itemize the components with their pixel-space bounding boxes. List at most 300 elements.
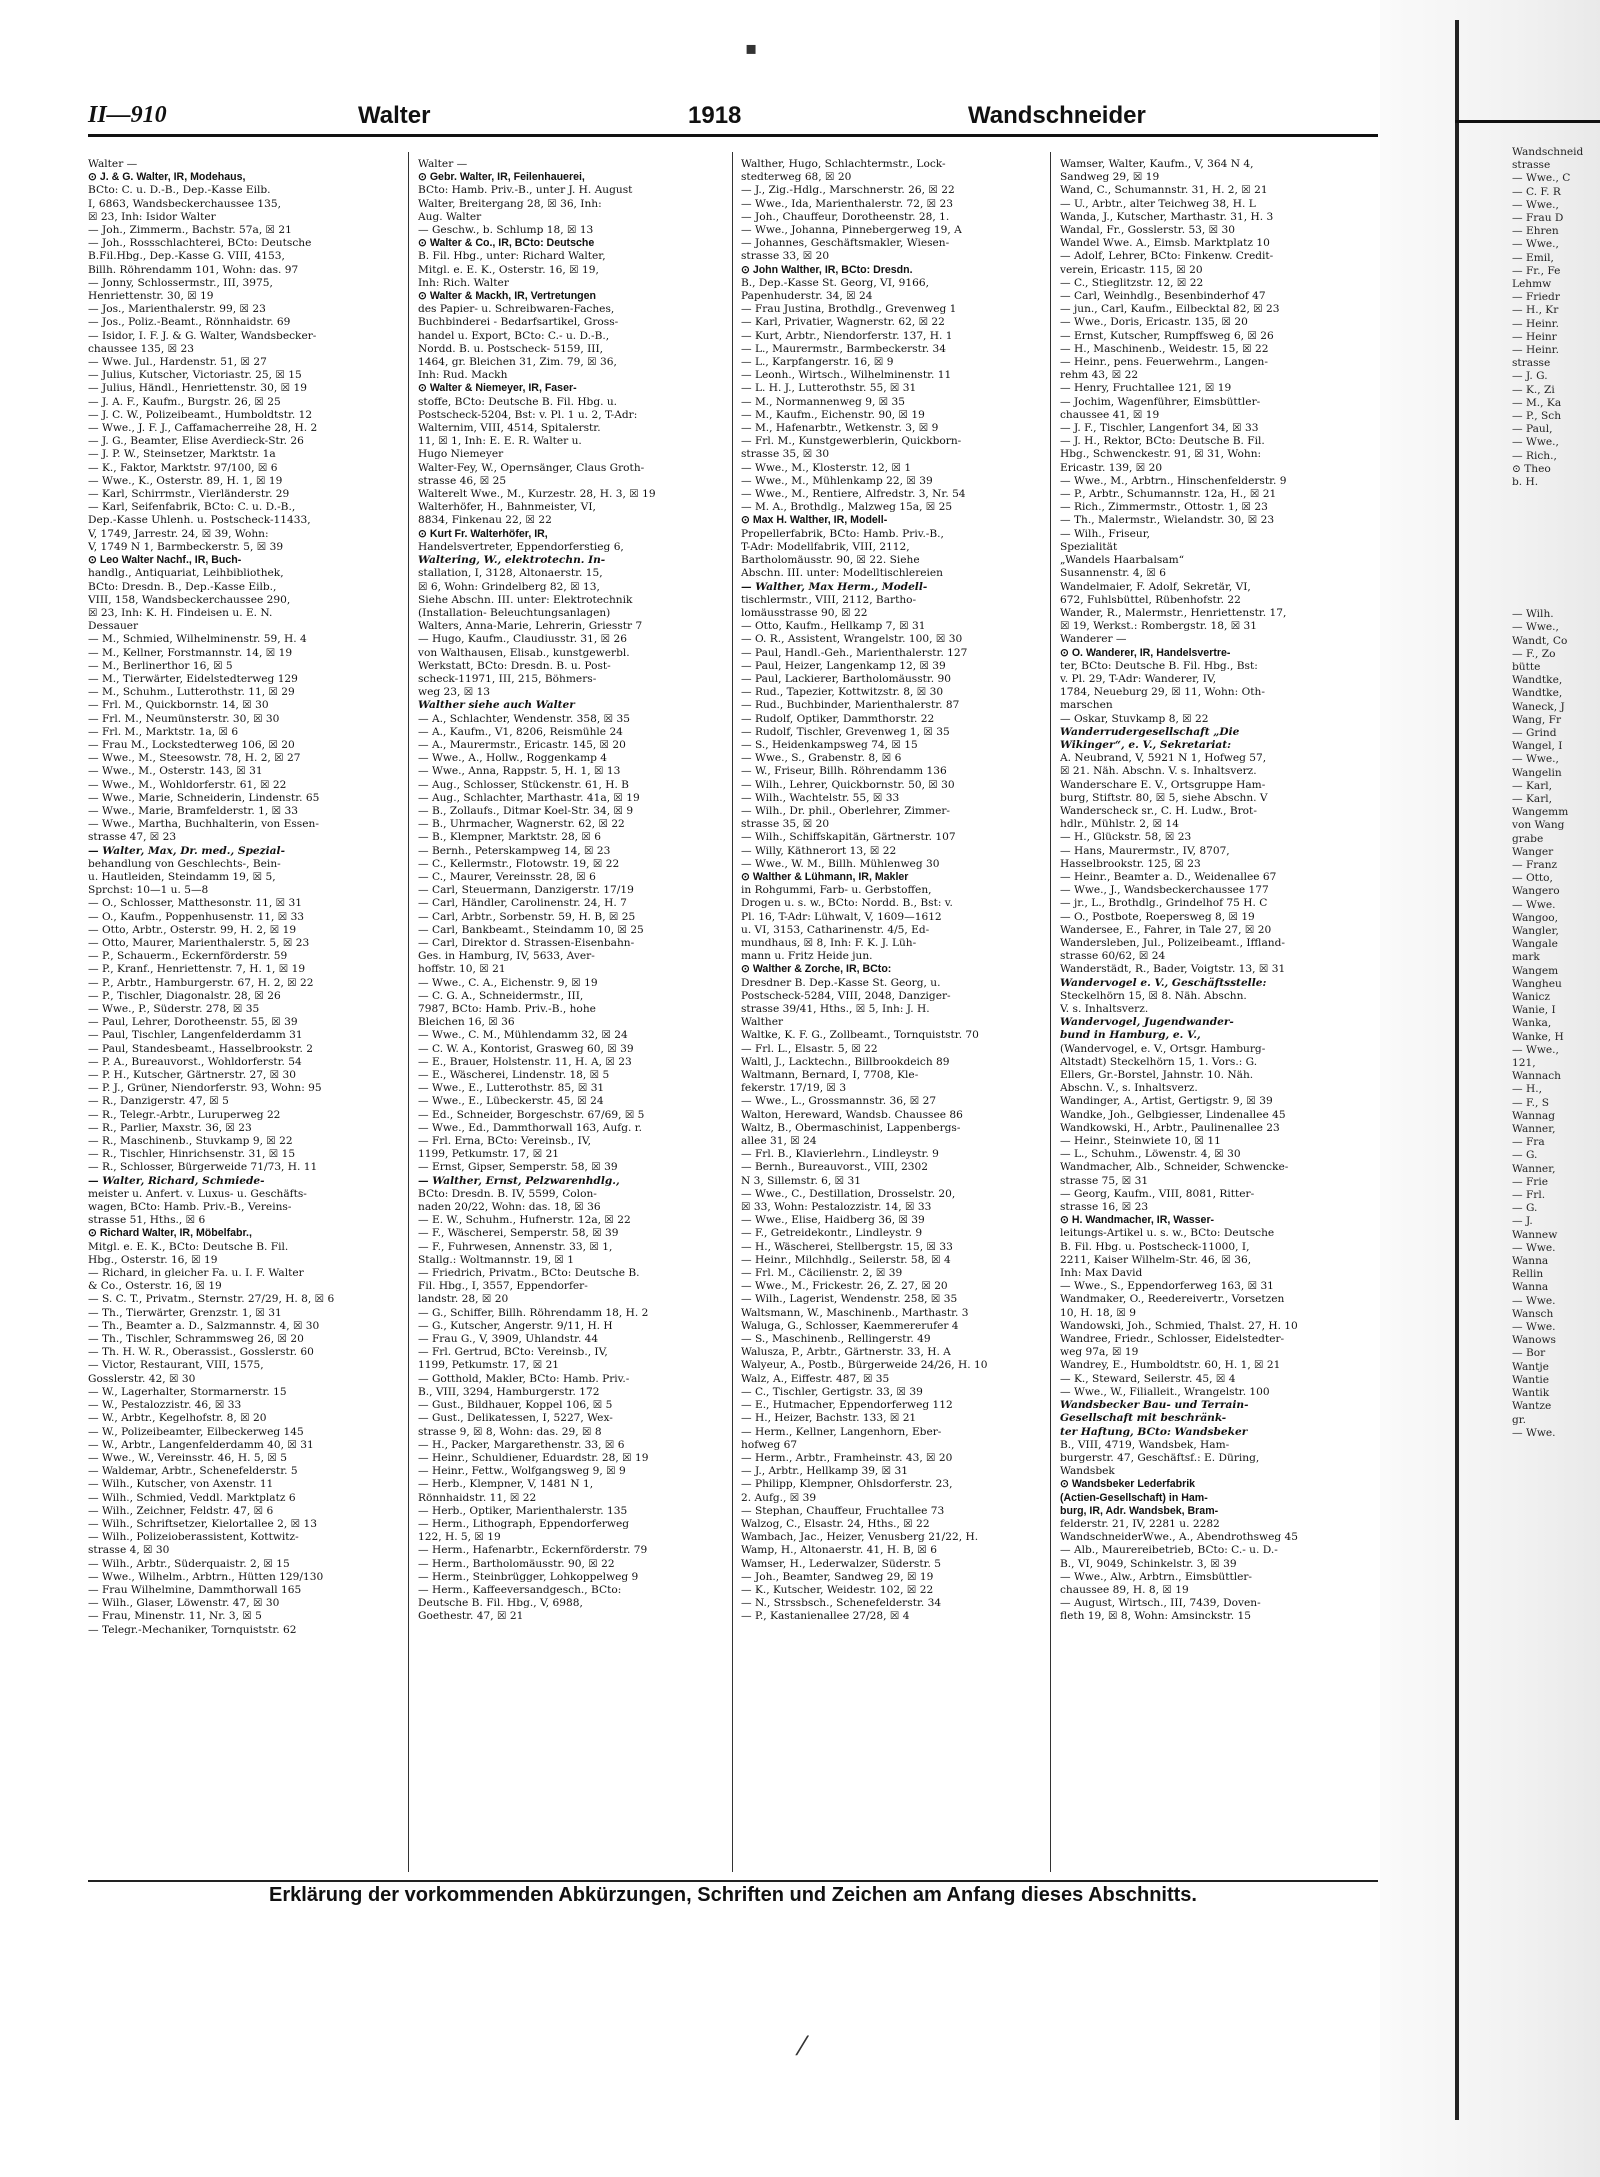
directory-entry: — J. G., Beamter, Elise Averdieck-Str. 26 [88, 435, 304, 448]
directory-entry: ⊙ John Walther, IR, BCto: Dresdn. [741, 263, 913, 276]
directory-entry: — B., Uhrmacher, Wagnerstr. 62, ☒ 22 [418, 818, 625, 831]
directory-entry: — Wwe. Jul., Hardenstr. 51, ☒ 27 [88, 356, 267, 369]
directory-entry: Hugo Niemeyer [418, 448, 504, 461]
directory-entry: Wanderstädt, R., Bader, Voigtstr. 13, ☒ 31 [1060, 963, 1286, 976]
next-page-entry-fragment: — Fr., Fe [1512, 264, 1561, 277]
directory-entry: — Th., Beamter a. D., Salzmannstr. 4, ☒ 30 [88, 1319, 320, 1332]
directory-entry: — M., Hafenarbtr., Wetkenstr. 3, ☒ 9 [741, 422, 939, 435]
directory-entry: Henriettenstr. 30, ☒ 19 [88, 290, 214, 303]
directory-entry: — A., Maurermstr., Ericastr. 145, ☒ 20 [418, 738, 626, 751]
directory-entry: — Wwe., M., Steesowstr. 78, H. 2, ☒ 27 [88, 752, 301, 765]
directory-entry: — Th., Tischler, Schrammsweg 26, ☒ 20 [88, 1333, 304, 1346]
page-edge-divider [1455, 20, 1459, 2120]
directory-entry: 10, H. 18, ☒ 9 [1060, 1306, 1137, 1319]
next-page-entry-fragment: — Wwe. [1512, 1241, 1556, 1254]
directory-entry: — Kurt, Arbtr., Niendorferstr. 137, H. 1 [741, 329, 953, 342]
directory-entry: Papenhuderstr. 34, ☒ 24 [741, 290, 873, 303]
directory-entry: V. s. Inhaltsverz. [1060, 1003, 1149, 1015]
directory-entry: — Wilh., Arbtr., Süderquaistr. 2, ☒ 15 [88, 1557, 290, 1570]
directory-entry: Ges. in Hamburg, IV, 5633, Aver- [418, 950, 595, 963]
directory-entry: Gosslerstr. 42, ☒ 30 [88, 1372, 196, 1385]
next-page-entry-fragment [1512, 595, 1600, 608]
directory-entry: — Ernst, Gipser, Semperstr. 58, ☒ 39 [418, 1161, 618, 1174]
page-header [88, 100, 1378, 137]
next-page-entry-fragment: Wanke, H [1512, 1030, 1564, 1043]
directory-entry: — Wwe., J. F. J., Caffamacherreihe 28, H. 2 [88, 422, 318, 435]
directory-entry: Wanderer — [1060, 633, 1127, 646]
next-page-entry-fragment: — Wwe., [1512, 436, 1559, 449]
directory-entry: — Adolf, Lehrer, BCto: Finkenw. Credit- [1060, 250, 1274, 263]
directory-page [88, 100, 1378, 1980]
directory-entry: — Wwe., Alw., Arbtrn., Eimsbüttler- [1060, 1570, 1253, 1583]
directory-entry: strasse 51, Hths., ☒ 6 [88, 1214, 206, 1227]
next-page-entry-fragment: — J. G. [1512, 370, 1548, 383]
directory-entry: ⊙ Kurt Fr. Walterhöfer, IR, [418, 527, 548, 540]
directory-entry: — Heinr., Beamter a. D., Weidenallee 67 [1060, 870, 1277, 883]
directory-entry: von Walthausen, Elisab., kunstgewerbl. [418, 646, 630, 659]
directory-entry: — Wilh., Schiffskapitän, Gärtnerstr. 107 [741, 831, 956, 844]
directory-column-3 [741, 158, 1041, 1878]
directory-entry: tischlermstr., VIII, 2112, Bartho- [741, 593, 917, 606]
directory-entry: — Otto, Arbtr., Osterstr. 99, H. 2, ☒ 19 [88, 923, 297, 936]
directory-entry: — F., Wäscherei, Semperstr. 58, ☒ 39 [418, 1227, 619, 1240]
directory-entry: — Rudolf, Tischler, Grevenweg 1, ☒ 35 [741, 725, 950, 738]
directory-entry: — Wwe., P., Süderstr. 278, ☒ 35 [88, 1003, 260, 1015]
directory-entry: — Th., Malermstr., Wielandstr. 30, ☒ 23 [1060, 514, 1275, 527]
header-left-keyword: Walter [358, 102, 431, 129]
directory-entry: — Wilh., Friseur, [1060, 527, 1150, 540]
next-page-entry-fragment: — Wwe. [1512, 1294, 1556, 1307]
directory-entry: Mitgl. e. E. K., BCto: Deutsche B. Fil. [88, 1240, 289, 1253]
next-page-entry-fragment: Wandt, Co [1512, 634, 1568, 647]
directory-entry: Wand, C., Schumannstr. 31, H. 2, ☒ 21 [1060, 184, 1268, 197]
next-page-entry-fragment: — Wwe. [1512, 1321, 1556, 1334]
directory-entry: Walther [741, 1016, 784, 1029]
next-page-entry-fragment: — H., Kr [1512, 304, 1559, 317]
next-page-entry-fragment [1512, 582, 1600, 595]
directory-entry: Postscheck-5284, VIII, 2048, Danziger- [741, 989, 951, 1002]
next-page-entry-fragment: Wang, Fr [1512, 713, 1562, 726]
directory-entry: — Paul, Heizer, Langenkamp 12, ☒ 39 [741, 659, 946, 672]
directory-entry: ☒ 21. Näh. Abschn. V. s. Inhaltsverz. [1060, 765, 1257, 778]
directory-entry: — Herb., Klempner, V, 1481 N 1, [418, 1478, 594, 1491]
directory-entry: 7987, BCto: Hamb. Priv.-B., hohe [418, 1003, 596, 1015]
directory-entry: ⊙ Walter & Mackh, IR, Vertretungen [418, 290, 597, 303]
directory-entry: Hbg., Schwenckestr. 91, ☒ 31, Wohn: [1060, 448, 1262, 461]
directory-entry: — Wwe., E., Lutterothstr. 85, ☒ 31 [418, 1082, 605, 1095]
abbreviation-note: Erklärung der vorkommenden Abkürzungen, Schriften und Zeichen am Anfang dieses Abschnitts. [269, 1884, 1197, 1906]
directory-entry: Abschn. V., s. Inhaltsverz. [1060, 1082, 1198, 1095]
directory-entry: Hbg., Osterstr. 16, ☒ 19 [88, 1253, 218, 1266]
directory-entry: — A., Schlachter, Wendenstr. 358, ☒ 35 [418, 712, 630, 725]
directory-entry: stallation, I, 3128, Altonaerstr. 15, [418, 567, 603, 580]
directory-entry: — Wwe., S., Eppendorferweg 163, ☒ 31 [1060, 1280, 1274, 1293]
next-page-entry-fragment: — Wwe., C [1512, 172, 1571, 185]
directory-entry: u. VI, 3153, Catharinenstr. 4/5, Ed- [741, 923, 930, 936]
next-page-entry-fragment: — C. F. R [1512, 185, 1561, 198]
directory-entry: handel u. Export, BCto: C.- u. D.-B., [418, 329, 610, 342]
directory-entry: 8834, Finkenau 22, ☒ 22 [418, 514, 552, 527]
directory-entry: — Walther, Max Herm., Modell- [741, 580, 928, 593]
header-year: 1918 [688, 102, 742, 129]
directory-entry: WandschneiderWwe., A., Abendrothsweg 45 [1060, 1531, 1298, 1544]
next-page-entry-fragment [1512, 489, 1600, 502]
directory-entry: strasse 39/41, Hths., ☒ 5, Inh: J. H. [741, 1003, 930, 1015]
directory-entry: — W., Arbtr., Kegelhofstr. 8, ☒ 20 [88, 1412, 267, 1425]
directory-entry: BCto: Dresdn. B., Dep.-Kasse Eilb., [88, 580, 277, 593]
directory-entry: — Wwe., Ida, Marienthalerstr. 72, ☒ 23 [741, 197, 954, 210]
directory-entry: Siehe Abschn. III. unter: Elektrotechnik [418, 593, 633, 606]
directory-entry: Wandmaker, O., Reedereivertr., Vorsetzen [1060, 1293, 1285, 1306]
directory-entry: Wandke, Joh., Gelbgiesser, Lindenallee 45 [1060, 1108, 1286, 1121]
next-page-entry-fragment: Wanner, [1512, 1162, 1556, 1175]
next-page-entry-fragment: Wangler, [1512, 924, 1559, 937]
directory-entry: Fil. Hbg., I, 3557, Eppendorfer- [418, 1280, 588, 1293]
directory-entry: ☒ 23, Inh: Isidor Walter [88, 210, 216, 223]
directory-entry: — P. J., Grüner, Niendorferstr. 93, Wohn: 95 [88, 1082, 322, 1095]
directory-entry: — Joh., Zimmerm., Bachstr. 57a, ☒ 21 [88, 224, 292, 237]
next-page-entry-fragment: ⊙ Theo [1512, 462, 1551, 475]
directory-entry: — J. P. W., Steinsetzer, Marktstr. 1a [88, 448, 276, 461]
directory-entry: — Frl. B., Klavierlehrn., Lindleystr. 9 [741, 1148, 939, 1161]
directory-entry: behandlung von Geschlechts-, Bein- [88, 857, 281, 870]
directory-entry: — Otto, Maurer, Marienthalerstr. 5, ☒ 23 [88, 936, 310, 949]
directory-entry: Ericastr. 139, ☒ 20 [1060, 461, 1163, 474]
directory-entry: Abschn. III. unter: Modelltischlereien [741, 567, 944, 580]
next-page-entry-fragment: — F., Zo [1512, 647, 1556, 660]
next-page-entry-fragment: Wandtke, [1512, 687, 1563, 700]
directory-entry: — Wwe., A., Hollw., Roggenkamp 4 [418, 752, 608, 765]
directory-entry: Buchbinderei - Bedarfsartikel, Gross- [418, 316, 619, 329]
directory-entry: — Wwe., Marie, Schneiderin, Lindenstr. 65 [88, 791, 320, 804]
directory-entry: — Frl. M., Quickbornstr. 14, ☒ 30 [88, 699, 269, 712]
directory-entry: — A., Kaufm., V1, 8206, Reismühle 24 [418, 725, 623, 738]
next-page-entry-fragment: Rellin [1512, 1268, 1544, 1281]
directory-entry: — J. A. F., Kaufm., Burgstr. 26, ☒ 25 [88, 395, 281, 408]
scan-speck-mark: ▪ [745, 38, 758, 59]
directory-entry: — S., Maschinenb., Rellingerstr. 49 [741, 1333, 931, 1346]
next-page-entry-fragment: — Heinr. [1512, 344, 1559, 357]
directory-entry: — M., Schuhm., Lutterothstr. 11, ☒ 29 [88, 686, 295, 699]
next-page-entry-fragment: Wantik [1512, 1387, 1550, 1400]
directory-entry: — Frl. L., Elsastr. 5, ☒ 22 [741, 1042, 878, 1055]
next-page-strip [1512, 146, 1600, 1996]
directory-entry: — E., Brauer, Holstenstr. 11, H. A, ☒ 23 [418, 1055, 632, 1068]
directory-entry: — Paul, Lehrer, Dorotheenstr. 55, ☒ 39 [88, 1016, 298, 1029]
directory-entry: 1464, gr. Bleichen 31, Zim. 79, ☒ 36, [418, 356, 617, 369]
directory-entry: Walton, Hereward, Wandsb. Chaussee 86 [741, 1108, 963, 1121]
next-page-entry-fragment: strasse [1512, 159, 1551, 172]
directory-entry: — P., Tischler, Diagonalstr. 28, ☒ 26 [88, 989, 281, 1002]
directory-entry: ⊙ O. Wanderer, IR, Handelsvertre- [1060, 646, 1231, 659]
next-page-entry-fragment: Wanie, I [1512, 1004, 1556, 1017]
directory-entry: Ellers, Gr.-Borstel, Jahnstr. 10. Näh. [1060, 1069, 1254, 1082]
directory-entry: ⊙ J. & G. Walter, IR, Modehaus, [88, 171, 246, 184]
directory-entry: — Herm., Steinbrügger, Lohkoppelweg 9 [418, 1570, 639, 1583]
directory-entry: — Jos., Marienthalerstr. 99, ☒ 23 [88, 303, 266, 316]
next-page-entry-fragment: Wanka, [1512, 1017, 1552, 1030]
directory-entry: — Wilh., Zeichner, Feldstr. 47, ☒ 6 [88, 1504, 274, 1517]
directory-entry: — R., Schlosser, Bürgerweide 71/73, H. 11 [88, 1161, 318, 1174]
directory-entry: — Frl. Erna, BCto: Vereinsb., IV, [418, 1135, 591, 1148]
directory-entry: — Georg, Kaufm., VIII, 8081, Ritter- [1060, 1187, 1255, 1200]
directory-entry: — Herm., Kaffeeversandgesch., BCto: [418, 1583, 622, 1596]
directory-entry: Waltz, B., Obermaschinist, Lappenbergs- [741, 1121, 961, 1134]
directory-entry: Werkstatt, BCto: Dresdn. B. u. Post- [418, 659, 611, 672]
directory-entry: 2211, Kaiser Wilhelm-Str. 46, ☒ 36, [1060, 1253, 1252, 1266]
directory-entry: burgerstr. 47, Geschäftsf.: E. Düring, [1060, 1451, 1260, 1464]
directory-entry: ⊙ Gebr. Walter, IR, Feilenhauerei, [418, 171, 585, 184]
directory-entry: — Wwe., Doris, Ericastr. 135, ☒ 20 [1060, 316, 1248, 329]
directory-columns [88, 158, 1378, 1878]
directory-entry: — Carl, Bankbeamt., Steindamm 10, ☒ 25 [418, 923, 644, 936]
directory-entry: Inh: Max David [1060, 1267, 1143, 1280]
next-page-entry-fragment: — Wwe. [1512, 1426, 1556, 1439]
directory-entry: ter, BCto: Deutsche B. Fil. Hbg., Bst: [1060, 659, 1258, 672]
directory-column-1 [88, 158, 398, 1878]
directory-entry: mann u. Fritz Heide jun. [741, 950, 873, 963]
directory-entry: — Wwe., M., Mühlenkamp 22, ☒ 39 [741, 474, 933, 487]
directory-entry: VIII, 158, Wandsbeckerchaussee 290, [88, 593, 291, 606]
next-page-entry-fragment: — P., Sch [1512, 410, 1562, 423]
directory-entry: — Carl, Steuermann, Danzigerstr. 17/19 [418, 884, 634, 897]
scan-stroke-mark: ⁄ [800, 2032, 805, 2062]
directory-entry: mundhaus, ☒ 8, Inh: F. K. J. Lüh- [741, 936, 917, 949]
directory-entry: — W., Arbtr., Langenfelderdamm 40, ☒ 31 [88, 1438, 314, 1451]
directory-entry: — jun., Carl, Kaufm., Eilbecktal 82, ☒ 23 [1060, 303, 1280, 316]
next-page-entry-fragment: — Emil, [1512, 251, 1554, 264]
directory-entry: — Joh., Beamter, Sandweg 29, ☒ 19 [741, 1570, 934, 1583]
directory-entry: Pl. 16, T-Adr: Lühwalt, V, 1609—1612 [741, 910, 942, 923]
directory-entry: Postscheck-5204, Bst: v. Pl. 1 u. 2, T-Adr: [418, 408, 638, 421]
next-page-entry-fragment: — Bor [1512, 1347, 1546, 1360]
directory-entry: — Karl, Seifenfabrik, BCto: C. u. D.-B., [88, 501, 296, 514]
next-page-entry-fragment [1512, 555, 1600, 568]
directory-entry: — Wilh., Polizeioberassistent, Kottwitz- [88, 1531, 299, 1544]
directory-entry: Wanderschare E. V., Ortsgruppe Ham- [1060, 778, 1266, 791]
directory-entry: — Herm., Arbtr., Framheinstr. 43, ☒ 20 [741, 1451, 953, 1464]
directory-entry: Dresdner B. Dep.-Kasse St. Georg, u. [741, 976, 941, 989]
directory-entry: Wandinger, A., Artist, Gertigstr. 9, ☒ 39 [1060, 1095, 1273, 1108]
directory-entry: strasse 16, ☒ 23 [1060, 1201, 1149, 1214]
directory-entry: ⊙ Richard Walter, IR, Möbelfabr., [88, 1227, 252, 1240]
directory-entry: — J. F., Tischler, Langenfort 34, ☒ 33 [1060, 422, 1259, 435]
directory-entry: Walternim, VIII, 4514, Spitalerstr. [418, 422, 601, 435]
next-page-entry-fragment: — F., S [1512, 1096, 1550, 1109]
directory-entry: — Gotthold, Makler, BCto: Hamb. Priv.- [418, 1372, 630, 1385]
directory-entry: ⊙ Walter & Co., IR, BCto: Deutsche [418, 237, 595, 250]
directory-entry: — N., Strssbsch., Schenefelderstr. 34 [741, 1597, 942, 1610]
directory-entry: — Paul, Standesbeamt., Hasselbrookstr. 2 [88, 1042, 313, 1055]
directory-entry: — Wwe., S., Grabenstr. 8, ☒ 6 [741, 752, 902, 765]
directory-entry: I, 6863, Wandsbeckerchaussee 135, [88, 197, 281, 210]
directory-entry: Wanda, J., Kutscher, Marthastr. 31, H. 3 [1060, 210, 1274, 223]
directory-entry: Aug. Walter [418, 210, 482, 223]
directory-entry: — Paul, Handl.-Geh., Marienthalerstr. 127 [741, 646, 968, 659]
directory-entry: Wandel Wwe. A., Eimsb. Marktplatz 10 [1060, 237, 1270, 250]
directory-entry: — Wilh., Lagerist, Wendenstr. 258, ☒ 35 [741, 1293, 958, 1306]
next-page-entry-fragment: grabe [1512, 832, 1544, 845]
directory-entry: — Julius, Kutscher, Victoriastr. 25, ☒ 15 [88, 369, 302, 382]
directory-entry: strasse 46, ☒ 25 [418, 474, 507, 487]
directory-entry: des Papier- u. Schreibwaren-Faches, [418, 303, 615, 316]
directory-entry: in Rohgummi, Farb- u. Gerbstoffen, [741, 884, 932, 897]
directory-entry: leitungs-Artikel u. s. w., BCto: Deutsche [1060, 1227, 1275, 1240]
directory-entry: Wandelmaier, F. Adolf, Sekretär, VI, [1060, 580, 1251, 593]
next-page-entry-fragment [1512, 569, 1600, 582]
directory-entry: B., Dep.-Kasse St. Georg, VI, 9166, [741, 276, 929, 289]
directory-entry: Steckelhörn 15, ☒ 8. Näh. Abschn. [1060, 989, 1247, 1002]
page-number: II—910 [88, 102, 167, 128]
directory-entry: — Hugo, Kaufm., Claudiusstr. 31, ☒ 26 [418, 633, 627, 646]
directory-entry: — K., Faktor, Marktstr. 97/100, ☒ 6 [88, 461, 278, 474]
directory-entry: — K., Steward, Seilerstr. 45, ☒ 4 [1060, 1372, 1236, 1385]
directory-entry: — R., Parlier, Maxstr. 36, ☒ 23 [88, 1121, 252, 1134]
directory-entry: — O., Kaufm., Poppenhusenstr. 11, ☒ 33 [88, 910, 305, 923]
directory-entry: — P., Schauerm., Eckernförderstr. 59 [88, 950, 288, 963]
directory-entry: — Otto, Kaufm., Hellkamp 7, ☒ 31 [741, 620, 926, 633]
directory-entry: scheck-11971, III, 215, Böhmers- [418, 672, 597, 685]
directory-entry: ☒ 6, Wohn: Grindelberg 82, ☒ 13, [418, 580, 600, 593]
next-page-entry-fragment: — Karl, [1512, 779, 1553, 792]
directory-entry: — W., Lagerhalter, Stormarnerstr. 15 [88, 1385, 287, 1398]
directory-entry: — Wwe., Johanna, Pinnebergerweg 19, A [741, 224, 962, 237]
directory-entry: — Wwe., Wilhelm., Arbtrn., Hütten 129/130 [88, 1570, 324, 1583]
directory-entry: — H., Packer, Margarethenstr. 33, ☒ 6 [418, 1438, 625, 1451]
directory-entry: — Frau M., Lockstedterweg 106, ☒ 20 [88, 738, 295, 751]
next-page-entry-fragment: — Karl, [1512, 792, 1553, 805]
directory-entry: Wander, R., Malermstr., Henriettenstr. 17, [1060, 606, 1287, 619]
directory-entry: — Herb., Optiker, Marienthalerstr. 135 [418, 1504, 628, 1517]
directory-entry: Deutsche B. Fil. Hbg., V, 6988, [418, 1597, 583, 1610]
next-page-entry-fragment: Wangale [1512, 938, 1558, 951]
next-page-entry-fragment: Waneck, J [1512, 700, 1565, 713]
directory-entry: — Frl. M., Marktstr. 1a, ☒ 6 [88, 725, 239, 738]
directory-entry: Stallg.: Woltmannstr. 19, ☒ 1 [418, 1253, 575, 1266]
directory-entry: bund in Hamburg, e. V., [1060, 1029, 1201, 1042]
next-page-entry-fragment [1512, 529, 1600, 542]
directory-entry: — Rudolf, Optiker, Dammthorstr. 22 [741, 712, 935, 725]
directory-entry: — L. H. J., Lutterothstr. 55, ☒ 31 [741, 382, 917, 395]
directory-entry: & Co., Osterstr. 16, ☒ 19 [88, 1280, 222, 1293]
directory-entry: — Walter, Richard, Schmiede- [88, 1174, 265, 1187]
directory-entry: — Rud., Tapezier, Kottwitzstr. 8, ☒ 30 [741, 686, 944, 699]
directory-entry: v. Pl. 29, T-Adr: Wanderer, IV, [1060, 672, 1217, 685]
directory-entry: lomäusstrasse 90, ☒ 22 [741, 606, 868, 619]
directory-entry: B., VIII, 4719, Wandsbek, Ham- [1060, 1438, 1230, 1451]
directory-entry: — Joh., Rossschlachterei, BCto: Deutsche [88, 237, 312, 250]
next-page-entry-fragment: — Ehren [1512, 225, 1559, 238]
directory-entry: Walusza, P., Arbtr., Gärtnerstr. 33, H. A [741, 1346, 951, 1359]
directory-entry: 2. Aufg., ☒ 39 [741, 1491, 817, 1504]
directory-entry: BCto: C. u. D.-B., Dep.-Kasse Eilb. [88, 184, 271, 197]
directory-entry: Walters, Anna-Marie, Lehrerin, Griesstr 7 [418, 620, 643, 633]
directory-entry: — Karl, Privatier, Wagnerstr. 62, ☒ 22 [741, 316, 945, 329]
directory-entry: handlg., Antiquariat, Leihbibliothek, [88, 567, 284, 580]
next-page-entry-fragment: — Fra [1512, 1136, 1545, 1149]
directory-entry: — Richard, in gleicher Fa. u. I. F. Walter [88, 1267, 304, 1280]
directory-entry: Waltmann, Bernard, I, 7708, Kle- [741, 1069, 919, 1082]
directory-entry: Goethestr. 47, ☒ 21 [418, 1610, 524, 1623]
directory-entry: Wamser, Walter, Kaufm., V, 364 N 4, [1060, 158, 1254, 170]
directory-entry: — Wwe., Marie, Bramfelderstr. 1, ☒ 33 [88, 804, 298, 817]
next-page-entry-fragment: Wangel, I [1512, 740, 1563, 753]
directory-entry: — Frl. M., Kunstgewerblerin, Quickborn- [741, 435, 962, 448]
directory-entry: — Jonny, Schlossermstr., III, 3975, [88, 276, 273, 289]
directory-entry: — Wwe., M., Frickestr. 26, Z. 27, ☒ 20 [741, 1280, 948, 1293]
directory-entry: felderstr. 21, IV, 2281 u. 2282 [1060, 1517, 1220, 1530]
next-page-entry-fragment: — Heinr [1512, 330, 1557, 343]
directory-entry: — Ed., Schneider, Borgeschstr. 67/69, ☒ 5 [418, 1108, 645, 1121]
directory-entry: Walther siehe auch Walter [418, 699, 575, 712]
directory-entry: BCto: Hamb. Priv.-B., unter J. H. August [418, 184, 633, 197]
directory-entry: Walther, Hugo, Schlachtermstr., Lock- [741, 158, 946, 170]
directory-entry: Wanderrudergesellschaft „Die [1060, 725, 1240, 738]
directory-entry: — Hans, Maurermstr., IV, 8707, [1060, 844, 1230, 857]
directory-entry: — W., Pestalozzistr. 46, ☒ 33 [88, 1399, 242, 1412]
directory-entry: naden 20/22, Wohn: das. 18, ☒ 36 [418, 1201, 601, 1214]
directory-entry: Waltering, W., elektrotechn. In- [418, 554, 606, 567]
directory-entry: B., VI, 9049, Schinkelstr. 3, ☒ 39 [1060, 1557, 1237, 1570]
directory-entry: hofweg 67 [741, 1438, 798, 1451]
next-page-entry-fragment: — Heinr. [1512, 317, 1559, 330]
next-page-entry-fragment: Wangero [1512, 885, 1560, 898]
directory-entry: Nordd. B. u. Postscheck- 5159, III, [418, 342, 604, 355]
directory-entry: — Alb., Maurereibetrieb, BCto: C.- u. D.- [1060, 1544, 1278, 1557]
directory-entry: weg 23, ☒ 13 [418, 686, 491, 699]
directory-entry: — O., Schlosser, Matthesonstr. 11, ☒ 31 [88, 897, 302, 910]
directory-entry: — B., Klempner, Marktstr. 28, ☒ 6 [418, 831, 602, 844]
directory-entry: — Heinr., Milchhdlg., Seilerstr. 58, ☒ 4 [741, 1253, 951, 1266]
directory-entry: — August, Wirtsch., III, 7439, Doven- [1060, 1597, 1261, 1610]
directory-entry: — Rich., Zimmermstr., Ottostr. 1, ☒ 23 [1060, 501, 1268, 514]
next-page-entry-fragment: Wanna [1512, 1255, 1549, 1268]
directory-entry: — Telegr.-Mechaniker, Tornquiststr. 62 [88, 1623, 297, 1636]
directory-entry: — Wwe., M., Wohldorferstr. 61, ☒ 22 [88, 778, 287, 791]
directory-entry: strasse 75, ☒ 31 [1060, 1174, 1149, 1187]
directory-entry: — C. G. A., Schneidermstr., III, [418, 989, 584, 1002]
directory-entry: — Wilh., Lehrer, Quickbornstr. 50, ☒ 30 [741, 778, 955, 791]
directory-entry: ⊙ Walther & Zorche, IR, BCto: [741, 963, 892, 976]
directory-entry: Spezialität [1060, 540, 1118, 553]
directory-entry: Propellerfabrik, BCto: Hamb. Priv.-B., [741, 527, 944, 540]
directory-entry: Wandrey, E., Humboldtstr. 60, H. 1, ☒ 21 [1060, 1359, 1281, 1372]
directory-entry: — M., Berlinerthor 16, ☒ 5 [88, 659, 233, 672]
directory-entry: B. Fil. Hbg., unter: Richard Walter, [418, 250, 606, 263]
directory-entry: (Actien-Gesellschaft) in Ham- [1060, 1491, 1208, 1504]
directory-column-2 [418, 158, 723, 1878]
next-page-entry-fragment: — H., [1512, 1083, 1542, 1096]
directory-entry: — U., Arbtr., alter Teichweg 38, H. L [1060, 197, 1256, 210]
directory-entry: — P., Arbtr., Schumannstr. 12a, H., ☒ 21 [1060, 488, 1277, 501]
directory-entry: Wanderscheck sr., C. H. Ludw., Brot- [1060, 804, 1257, 817]
directory-entry: chaussee 89, H. 8, ☒ 19 [1060, 1583, 1189, 1596]
directory-entry: — L., Schuhm., Löwenstr. 4, ☒ 30 [1060, 1148, 1241, 1161]
directory-entry: V, 1749, Jarrestr. 24, ☒ 39, Wohn: [88, 527, 269, 540]
directory-entry: — Wwe., M., Klosterstr. 12, ☒ 1 [741, 461, 912, 474]
directory-entry: — H., Wäscherei, Stellbergstr. 15, ☒ 33 [741, 1240, 953, 1253]
directory-column-4 [1060, 158, 1370, 1878]
directory-entry: — Waldemar, Arbtr., Schenefelderstr. 5 [88, 1465, 298, 1478]
directory-entry: — Wilh., Schriftsetzer, Kielortallee 2, ☒ 13 [88, 1517, 317, 1530]
directory-entry: — C., Kellermstr., Flotowstr. 19, ☒ 22 [418, 857, 620, 870]
next-page-entry-fragment: — Paul, [1512, 423, 1553, 436]
directory-entry: — Heinr., Fettw., Wolfgangsweg 9, ☒ 9 [418, 1465, 626, 1478]
directory-entry: Sandweg 29, ☒ 19 [1060, 171, 1160, 184]
directory-entry: B. Fil. Hbg. u. Postscheck-11000, I, [1060, 1240, 1250, 1253]
directory-entry: — Joh., Chauffeur, Dorotheenstr. 28, 1. [741, 210, 950, 223]
directory-entry: ☒ 19, Werkst.: Rombergstr. 18, ☒ 31 [1060, 620, 1258, 633]
